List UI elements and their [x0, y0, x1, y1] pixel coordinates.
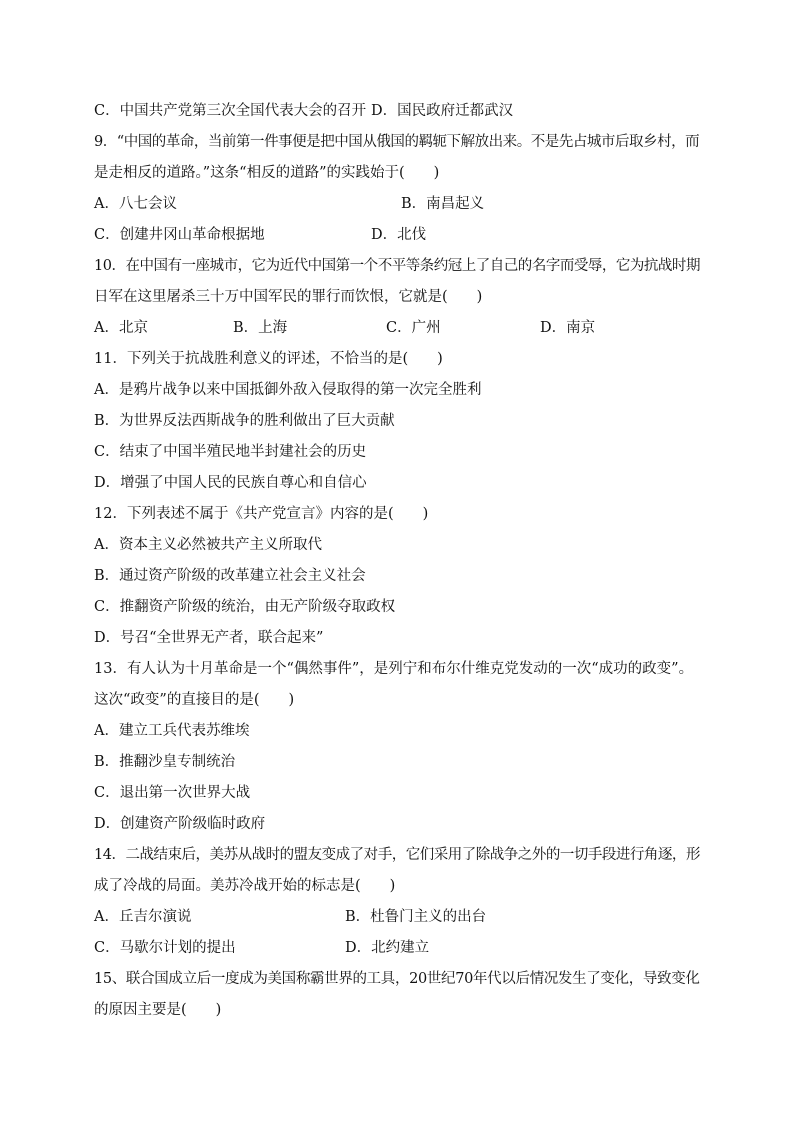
q14-stem-line1: 14．二战结束后，美苏从战时的盟友变成了对手，它们采用了除战争之外的一切手段进行角逐，形 [94, 847, 700, 863]
q13-option-a: A．建立工兵代表苏维埃 [94, 723, 250, 739]
q11-option-b: B．为世界反法西斯战争的胜利做出了巨大贡献 [94, 413, 395, 429]
q13-stem-line2: 这次“政变”的直接目的是( ) [94, 692, 295, 708]
q8-option-d: D．国民政府迁都武汉 [371, 103, 514, 119]
q15-stem-line2: 的原因主要是( ) [94, 1002, 222, 1018]
q9-option-c: C．创建井冈山革命根据地 [94, 227, 265, 243]
q15-stem-line1: 15、联合国成立后一度成为美国称霸世界的工具，20世纪70年代以后情况发生了变化，导致变化 [94, 971, 700, 987]
q11-option-d: D．增强了中国人民的民族自尊心和自信心 [94, 475, 367, 491]
q14-option-b: B．杜鲁门主义的出台 [345, 909, 487, 925]
q10-stem-line2: 日军在这里屠杀三十万中国军民的罪行而饮恨，它就是( ) [94, 289, 483, 305]
q12-option-b: B．通过资产阶级的改革建立社会主义社会 [94, 568, 366, 584]
q11-option-a: A．是鸦片战争以来中国抵御外敌入侵取得的第一次完全胜利 [94, 382, 482, 398]
q11-option-c: C．结束了中国半殖民地半封建社会的历史 [94, 444, 367, 460]
q9-stem-line2: 是走相反的道路。”这条“相反的道路”的实践始于( ) [94, 165, 440, 181]
q9-option-d: D．北伐 [371, 227, 427, 243]
q14-option-a: A．丘吉尔演说 [94, 909, 192, 925]
q13-option-d: D．创建资产阶级临时政府 [94, 816, 266, 832]
q9-stem-line1: 9．“中国的革命，当前第一件事便是把中国从俄国的羁轭下解放出来。不是先占城市后取乡村，而 [94, 134, 700, 150]
q10-option-c: C．广州 [386, 320, 441, 336]
q9-option-a: A．八七会议 [94, 196, 177, 212]
q12-option-d: D．号召“全世界无产者，联合起来” [94, 630, 324, 646]
q12-option-c: C．推翻资产阶级的统治，由无产阶级夺取政权 [94, 599, 396, 615]
q10-option-b: B．上海 [233, 320, 288, 336]
q11-stem: 11．下列关于抗战胜利意义的评述，不恰当的是( ) [94, 351, 443, 367]
q13-stem-line1: 13．有人认为十月革命是一个“偶然事件”，是列宁和布尔什维克党发动的一次“成功的政变”。 [94, 661, 694, 677]
q12-stem: 12．下列表述不属于《共产党宣言》内容的是( ) [94, 506, 429, 522]
q10-stem-line1: 10．在中国有一座城市，它为近代中国第一个不平等条约冠上了自己的名字而受辱，它为抗战时期 [94, 258, 700, 274]
q10-option-a: A．北京 [94, 320, 148, 336]
q14-stem-line2: 成了冷战的局面。美苏冷战开始的标志是( ) [94, 878, 396, 894]
q12-option-a: A．资本主义必然被共产主义所取代 [94, 537, 322, 553]
q13-option-b: B．推翻沙皇专制统治 [94, 754, 236, 770]
q13-option-c: C．退出第一次世界大战 [94, 785, 251, 801]
q9-option-b: B．南昌起义 [401, 196, 485, 212]
q10-option-d: D．南京 [540, 320, 596, 336]
q14-option-c: C．马歇尔计划的提出 [94, 940, 236, 956]
q8-option-c: C．中国共产党第三次全国代表大会的召开 [94, 103, 367, 119]
q14-option-d: D．北约建立 [345, 940, 430, 956]
